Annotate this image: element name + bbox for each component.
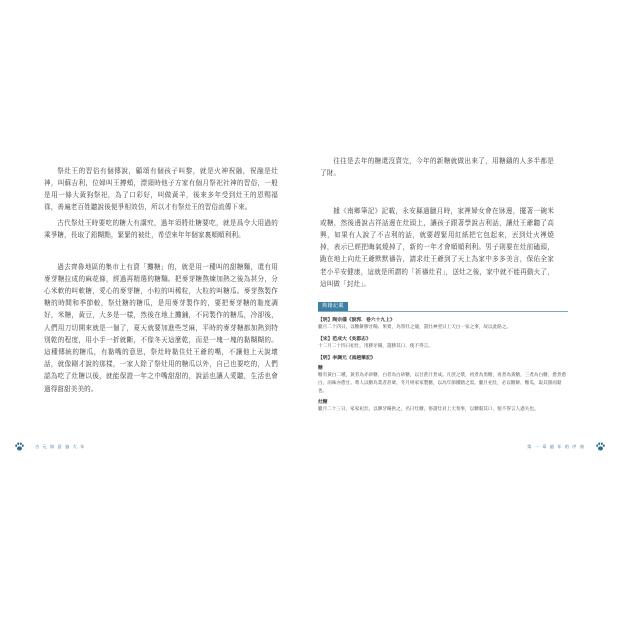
sub-body-2: 臘月二十三日，家家祀灶，以膠牙餳供之，名曰灶糖，俗謂灶君上天奏事，以糖黏其口，使不得言人過失也。 bbox=[318, 407, 539, 412]
right-page bbox=[310, 0, 620, 620]
source-body-1: 臘月二十四日，以糖餅膠牙餳、果實，為祭灶之儀，謂灶神翌日上天白一家之事，故以此賂之。 bbox=[318, 325, 511, 330]
right-footer bbox=[527, 441, 606, 452]
sub-body-1: 糖有黃白二種，黃者為赤砂糖，白者為白砂糖，以甘蔗汁煮成。凡蔗之漿，初煮為黑糖，再煮為黃糖，三煮為白糖，愈煮愈白，而味亦愈甘。粵人以糖為業者甚眾，冬月則家家製糖，以為年節饋贈之需。臘月祀灶，必以糖餅、糖瓜，取其甜而黏也。 bbox=[318, 373, 567, 394]
right-running-head: 第 一 章 過 年 的 序 曲 bbox=[527, 443, 585, 449]
source-body-2: 十二月二十四日祀灶，用膠牙餳，謂膠其口，使不得言。 bbox=[318, 344, 433, 349]
left-paragraph-3: 過去齊魯地區的集市上有賣「攤糖」的，就是用一種叫的甜糖麵，還有用麥芽糖拉成的麻花條，經過再精選的糖麵。把麥芽糖熬煉加熱之後為甚分，分心米軟的叫軟糖，愛心的麥芽糖，小粒的叫稀粒，大粒的叫糖瓜。麥芽熬製作糖的時間和季節較，祭灶糖的糖瓜，是用麥芽製作的，要把麥芽糖的黏度調好，米糖，黃豆，大多是一樣，然後在地上攤鋪，不同製作的糖瓜，冷卻後，人們用刀切開來就是一個了，夏天就要加進些芝麻，平時的麥芽糖都加熱到特別乾的程度，用小手一折就斷，不像冬天這麼乾，而是一塊一塊的黏糊糊的。這種傳統的糖瓜，有黏嘴的意思，祭灶時黏住灶王爺的嘴，不讓他上天說壞話，就像剛才說的那樣，一家人除了祭灶用的糖瓜以外，自己也要吃的，人們認為吃了灶糖以後，就能保證一年之中嘴甜甜的，說話也讓人愛聽，生活也會過得甜甜美美的。 bbox=[44, 262, 278, 393]
source-name-2: 【宋】范成大《吳郡志》 bbox=[318, 336, 371, 342]
box-title: 典籍記載 bbox=[318, 302, 348, 311]
source-name-1: 【明】陶宗儀《說郛．卷六十九上》 bbox=[318, 317, 395, 323]
classical-records-box bbox=[318, 302, 568, 416]
left-running-head: 吉 元 如 意 過 大 年 bbox=[35, 443, 86, 449]
paw-print-icon bbox=[595, 441, 606, 452]
right-paragraph-1: 往往是去年的糖還沒賣完，今年的新糖就做出來了，用糖鑄的人多半都是了財。 bbox=[320, 156, 554, 177]
left-paragraph-1: 祭灶王的習俗有個傳說，顧頌有個孩子叫黎，就是火神祝融，祝融是灶神，叫蘇吉利，位婦叫王搏頰，漂頸時他子方家有個月祭祀社神的習俗，一般是用一條大黃狗祭祀，為了口彩好，叫做黃羊，後來多年受到灶王的恩赐福祿，善遍老百姓聽說後便爭相效仿，所以才有祭灶王的習俗流傳下來。 bbox=[44, 166, 278, 212]
left-footer bbox=[14, 441, 85, 452]
paw-print-icon bbox=[14, 441, 25, 452]
source-name-3: 【明】李調元《南越筆記》 bbox=[318, 355, 376, 361]
box-title-bar bbox=[318, 302, 568, 312]
sub-heading-1: 糖 bbox=[318, 365, 323, 371]
right-paragraph-2: 據《南鄉筆記》記載，永安縣過臘月時，家裡婦女會在牀邊，擺著一碗米或糖，然後邊說吉祥話邊在灶頭上，讓孩子跟著學說吉利話，讓灶王爺聽了高興，如果有人說了不吉利的話，就要趕緊用紅紙把它包起來，丟到灶火裡燒掉，表示已經把晦氣燒掉了，新的一年才會順順利利。男子則要在灶前磕頭，跪在地上向灶王爺默默禱告，請求灶王爺到了天上為家中多多美言，保佑全家老小平安健康，這就是所謂的「祈禱灶君」，送灶之後，家中就不能再動火了，這叫做「封灶」。 bbox=[320, 206, 554, 288]
left-paragraph-2: 古代祭灶王時要吃的糖大有講究，過年須將灶糖要吃，就是爲令大用過的乘爭糖，長取了鉛糊點，緊緊的被灶，希望來年年個家裏順順利利。 bbox=[44, 218, 278, 239]
sub-heading-2: 灶糖 bbox=[318, 399, 328, 405]
